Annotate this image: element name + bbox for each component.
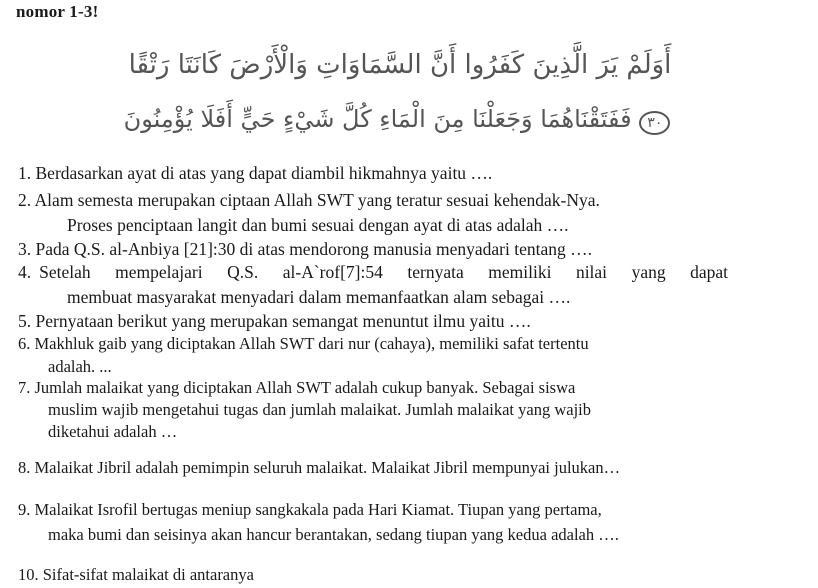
question-1 <box>18 162 808 184</box>
question-text: Malaikat Isrofil bertugas meniup sangkakala pada Hari Kiamat. Tiupan yang pertama, <box>34 500 602 519</box>
question-7-continuation: muslim wajib mengetahui tugas dan jumlah malaikat. Jumlah malaikat yang wajib <box>48 400 592 419</box>
question-6-continuation: adalah. ... <box>48 357 112 376</box>
question-number: 2. <box>18 190 32 210</box>
question-number: 5. <box>18 311 32 331</box>
question-7-continuation: diketahui adalah … <box>48 422 178 441</box>
question-5 <box>18 310 808 332</box>
question-text: Malaikat Jibril adalah pemimpin seluruh malaikat. Malaikat Jibril mempunyai julukan… <box>34 458 621 477</box>
question-number: 1. <box>18 163 32 183</box>
question-number: 9. <box>18 500 31 519</box>
arabic-verse-line-2-text: فَفَتَقْنَاهُمَا وَجَعَلْنَا مِنَ الْمَاءِ كُلَّ شَيْءٍ حَيٍّ أَفَلَا يُؤْمِنُونَ <box>123 105 632 133</box>
arabic-verse-line-2 <box>40 105 760 135</box>
question-2 <box>18 189 808 211</box>
question-4-continuation: membuat masyarakat menyadari dalam memanfaatkan alam sebagai …. <box>67 287 571 307</box>
question-text: Setelah mempelajari Q.S. al-A`rof[7]:54 ternyata memiliki nilai yang dapat <box>39 262 728 282</box>
question-4 <box>18 261 728 283</box>
question-text: Berdasarkan ayat di atas yang dapat diambil hikmahnya yaitu …. <box>35 163 493 183</box>
question-number: 7. <box>18 378 31 397</box>
question-text: Pada Q.S. al-Anbiya [21]:30 di atas mendorong manusia menyadari tentang …. <box>35 239 592 259</box>
question-10 <box>18 564 808 586</box>
question-9 <box>18 499 808 521</box>
ayah-number-marker: ٣٠ <box>639 111 670 135</box>
question-7 <box>18 377 808 399</box>
question-9-continuation: maka bumi dan seisinya akan hancur berantakan, sedang tiupan yang kedua adalah …. <box>48 525 619 544</box>
question-text: Makhluk gaib yang diciptakan Allah SWT dari nur (cahaya), memiliki safat tertentu <box>34 334 589 353</box>
question-number: 6. <box>18 334 31 353</box>
question-text: Sifat-sifat malaikat di antaranya <box>42 565 254 584</box>
question-4-justified-line <box>18 261 728 283</box>
question-text: Pernyataan berikut yang merupakan semangat menuntut ilmu yaitu …. <box>35 311 531 331</box>
question-6 <box>18 333 808 355</box>
page-heading: nomor 1-3! <box>16 2 99 21</box>
question-8 <box>18 457 808 479</box>
question-2-continuation: Proses penciptaan langit dan bumi sesuai dengan ayat di atas adalah …. <box>67 215 569 235</box>
question-number: 8. <box>18 458 31 477</box>
question-number: 4. <box>18 262 32 282</box>
question-text: Jumlah malaikat yang diciptakan Allah SWT adalah cukup banyak. Sebagai siswa <box>34 378 576 397</box>
question-number: 3. <box>18 239 32 259</box>
question-text: Alam semesta merupakan ciptaan Allah SWT yang teratur sesuai kehendak-Nya. <box>34 190 600 210</box>
arabic-verse-line-1: أَوَلَمْ يَرَ الَّذِينَ كَفَرُوا أَنَّ السَّمَاوَاتِ وَالْأَرْضَ كَانَتَا رَتْقًا <box>128 50 672 80</box>
question-number: 10. <box>18 565 39 584</box>
question-3 <box>18 238 808 260</box>
